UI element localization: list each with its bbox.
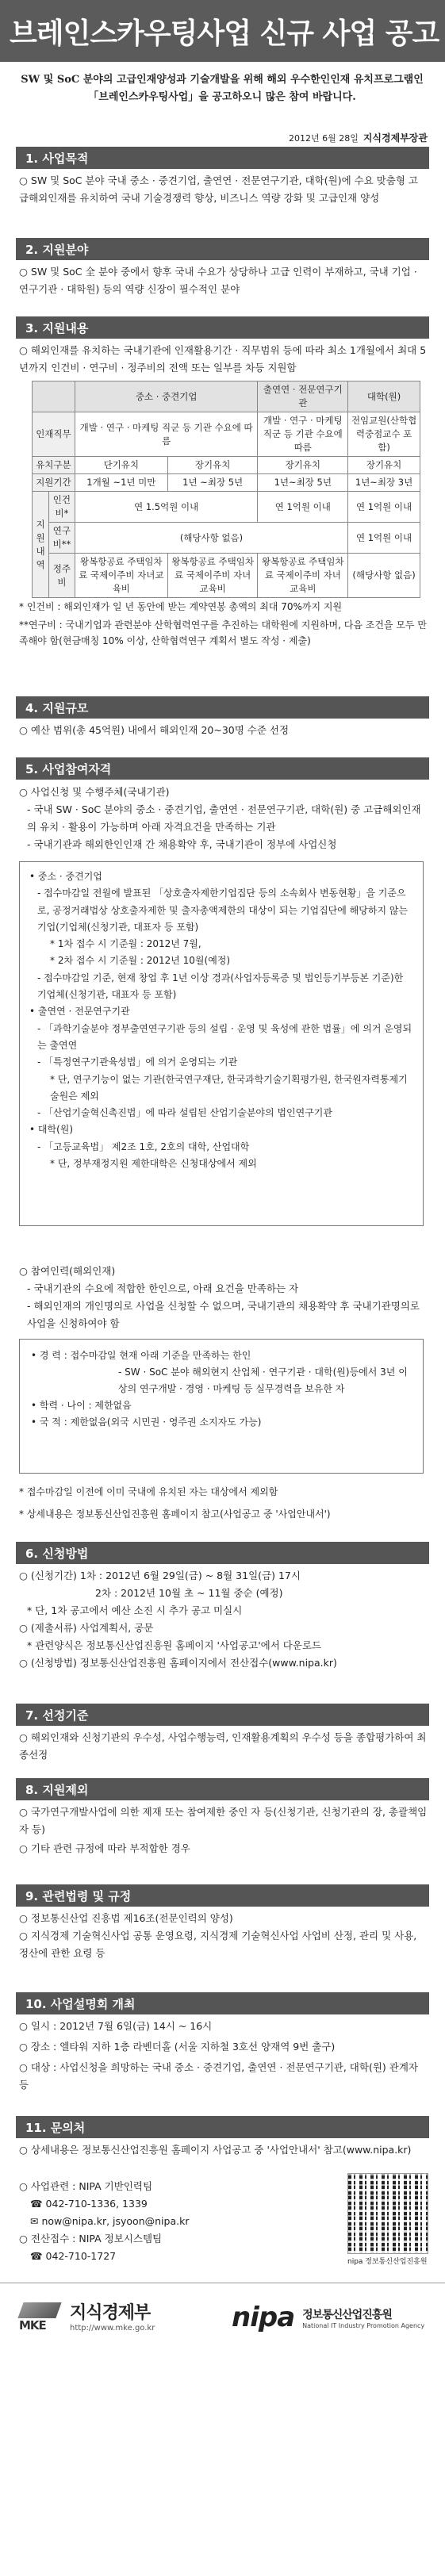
section-10-line-3: ○ 대상 : 사업신청을 희망하는 국내 중소 · 중견기업, 출연연 · 전문연구기관, 대학(원) 관계자 등 xyxy=(19,2061,418,2091)
cell-settle-long: 왕복항공료 주택임차료 국제이주비 자녀교육비 xyxy=(167,554,258,598)
qr-code-icon[interactable] xyxy=(347,2173,428,2254)
section-10-heading: 10. 사업설명회 개최 xyxy=(16,1992,429,2014)
section-5-item-3: - 국내기관의 수요에 적합한 한인으로, 아래 요건을 만족하는 자 xyxy=(27,1282,299,1294)
section-9-line-1: ○ 정보통신산업 진흥법 제16조(전문인력의 양성) xyxy=(19,1912,233,1924)
section-5-lead-2: ○ 참여인력(해외인재) xyxy=(19,1265,116,1277)
date-text: 2012년 6월 28일 xyxy=(288,133,359,144)
row-label-role: 인재직무 xyxy=(33,412,75,457)
section-3-body: ○ 해외인재를 유치하는 국내기관에 인재활용기간 · 직무범위 등에 따라 최소 1개월에서 최대 5년까지 인건비 · 연구비 · 정주비의 전액 또는 일부를 차등 지원함 xyxy=(19,344,427,374)
section-7-body: ○ 해외인재와 신청기관의 우수성, 사업수행능력, 인재활용계획의 우수성 등을 종합평가하여 최종선정 xyxy=(19,1731,427,1761)
table-corner xyxy=(33,381,75,412)
cell-role-sme: 개발 · 연구 · 마케팅 직군 등 기관 수요에 따름 xyxy=(75,412,258,457)
section-9-line-2: ○ 지식경제 기술혁신사업 공통 운영요령, 지식경제 기술혁신사업 사업비 산정, 관리 및 사용, 정산에 관한 요령 등 xyxy=(19,1930,417,1959)
section-11-line-2: ○ 사업관련 : NIPA 기반인력팀 xyxy=(19,2180,153,2192)
elig-line-1: - 접수마감일 전월에 발표된 「상호출자제한기업집단 등의 소속회사 변동현황」을 기준으로, 공정거래법상 상호출자제한 및 출자총액제한의 대상이 되는 기업집단에 해당하지 않는 기업(기업체(신청기관, 대표자 등 포함) xyxy=(37,887,409,933)
section-3-note-1: * 인건비 : 해외인재가 일 년 동안에 받는 계약연봉 총액의 최대 70%까지 지원 xyxy=(19,601,343,612)
section-4-heading: 4. 지원규모 xyxy=(16,696,429,719)
support-table xyxy=(32,381,420,598)
section-11-phone-2: ☎ 042-710-1727 xyxy=(30,2250,117,2262)
cell-pay-sme: 연 1.5억원 이내 xyxy=(75,492,258,523)
cell-type-university: 장기유치 xyxy=(348,457,420,474)
row-label-research: 연구비** xyxy=(49,523,75,554)
elig-line-7: - 「특정연구기관육성법」에 의거 운영되는 기관 xyxy=(37,1056,238,1068)
issuer-text: 지식경제부장관 xyxy=(363,132,428,144)
cell-research-none: (해당사항 없음) xyxy=(75,523,347,554)
elig-line-2: * 1차 접수 시 기준월 : 2012년 7월, xyxy=(50,938,201,950)
section-3-note-2: **연구비 : 국내기업과 관련분야 산학협력연구를 추진하는 대학원에 지원하며, 다음 조건을 모두 만족해야 함(현금매칭 10% 이상, 산학협력연구 계획서 별도 작성 · 제출) xyxy=(19,619,427,646)
nipa-name: 정보통신산업진흥원 xyxy=(302,2308,392,2321)
talent-line-2: • 학력 · 나이 : 제한없음 xyxy=(31,1400,132,1411)
cell-period-institute: 1년~최장 5년 xyxy=(258,474,348,492)
table-head-institute: 출연연 · 전문연구기관 xyxy=(258,381,348,412)
cell-pay-institute: 연 1억원 이내 xyxy=(258,492,348,523)
row-label-period: 지원기간 xyxy=(33,474,75,492)
cell-type-short: 단기유치 xyxy=(75,457,167,474)
section-8-line-2: ○ 기타 관련 규정에 따라 부적합한 경우 xyxy=(19,1842,190,1854)
section-5-lead: ○ 사업신청 및 수행주체(국내기관) xyxy=(19,786,170,798)
row-label-type: 유치구분 xyxy=(33,457,75,474)
mke-logo-text: MKE xyxy=(19,2318,46,2333)
intro-line-2: 「브레인스카우팅사업」을 공고하오니 많은 참여 바랍니다. xyxy=(88,91,356,103)
cell-role-university: 전임교원(산학협력중점교수 포함) xyxy=(348,412,420,457)
section-11-heading: 11. 문의처 xyxy=(16,2116,429,2138)
talent-line-3: • 국 적 : 제한없음(외국 시민권 · 영주권 소지자도 가능) xyxy=(31,1416,262,1428)
row-label-pay: 인건비* xyxy=(49,492,75,523)
cell-role-institute: 개발 · 연구 · 마케팅 직군 등 기관 수요에 따름 xyxy=(258,412,348,457)
cell-period-short: 1개월 ~1년 미만 xyxy=(75,474,167,492)
nipa-eng: National IT Industry Promotion Agency xyxy=(302,2321,425,2329)
elig-line-9: - 「산업기술혁신촉진법」에 따라 설립된 산업기술분야의 법인연구기관 xyxy=(37,1107,332,1119)
table-head-university: 대학(원) xyxy=(348,381,420,412)
section-10-line-2: ○ 장소 : 엘타워 지하 1층 라벤더홀 (서울 지하철 3호선 양재역 9번 출구) xyxy=(19,2041,336,2053)
mke-logo-block xyxy=(17,2292,155,2340)
section-5-item-1: - 국내 SW · SoC 분야의 중소 · 중견기업, 출연연 · 전문연구기관, 대학(원) 중 고급해외인재의 유치 · 활용이 가능하며 아래 자격요건을 만족하는 기관 xyxy=(27,803,421,833)
qr-caption: nipa 정보통신산업진흥원 xyxy=(347,2258,428,2266)
section-10-line-1: ○ 일시 : 2012년 7월 6일(금) 14시 ~ 16시 xyxy=(19,2020,213,2032)
nipa-logo-block xyxy=(232,2294,424,2341)
elig-line-11: - 「고등교육법」 제2조 1호, 2호의 대학, 산업대학 xyxy=(37,1140,250,1152)
row-label-settle: 정주비 xyxy=(49,554,75,598)
section-6-line-2: 2차 : 2012년 10월 초 ~ 11월 중순 (예정) xyxy=(95,1587,283,1599)
cell-type-institute: 장기유치 xyxy=(258,457,348,474)
nipa-logo-text: nipa xyxy=(232,2302,295,2333)
mke-url[interactable]: http://www.mke.go.kr xyxy=(70,2324,155,2333)
section-7-heading: 7. 선정기준 xyxy=(16,1704,429,1726)
elig-line-0: • 중소 · 중견기업 xyxy=(29,871,102,882)
page-title: 브레인스카우팅사업 신규 사업 공고 xyxy=(0,0,445,62)
mke-name: 지식경제부 xyxy=(70,2303,151,2323)
cell-pay-university: 연 1억원 이내 xyxy=(348,492,420,523)
section-6-line-6: ○ (신청방법) 정보통신산업진흥원 홈페이지에서 전산접수(www.nipa.kr) xyxy=(19,1657,337,1669)
elig-line-5: • 출연연 · 전문연구기관 xyxy=(29,1006,130,1018)
cell-research-university: 연 1억원 이내 xyxy=(348,523,420,554)
section-5-item-4: - 해외인재의 개인명의로 사업을 신청할 수 없으며, 국내기관의 채용확약 후 국내기관명의로 사업을 신청하여야 함 xyxy=(27,1300,420,1329)
elig-line-8: * 단, 연구기능이 없는 기관(한국연구재단, 한국과학기술기획평가원, 한국원자력통제기술원은 제외 xyxy=(50,1073,408,1102)
cell-settle-short: 왕복항공료 주택임차료 국제이주비 자녀교육비 xyxy=(75,554,167,598)
domestic-eligibility-box xyxy=(19,861,424,1226)
section-11-line-1: ○ 상세내용은 정보통신산업진흥원 홈페이지 사업공고 중 '사업안내서' 참고(www.nipa.kr) xyxy=(19,2144,412,2156)
cell-period-university: 1년~최장 3년 xyxy=(348,474,420,492)
elig-line-3: * 2차 접수 시 기준월 : 2012년 10월(예정) xyxy=(50,955,231,967)
section-5-heading: 5. 사업참여자격 xyxy=(16,757,429,780)
talent-eligibility-box xyxy=(19,1339,424,1474)
table-head-sme: 중소 · 중견기업 xyxy=(75,381,258,412)
section-6-line-1: ○ (신청기간) 1차 : 2012년 6월 29일(금) ~ 8월 31일(금) 17시 xyxy=(19,1570,301,1581)
section-2-body: ○ SW 및 SoC 全 분야 중에서 향후 국내 수요가 상당하나 고급 인력이 부재하고, 국내 기업 · 연구기관 · 대학원) 등의 역량 신장이 필수적인 분야 xyxy=(19,266,417,295)
section-3-heading: 3. 지원내용 xyxy=(16,316,429,339)
section-8-heading: 8. 지원제외 xyxy=(16,1778,429,1800)
intro-line-1: SW 및 SoC 분야의 고급인재양성과 기술개발을 위해 해외 우수한인인재 유치프로그램인 xyxy=(21,74,424,86)
section-8-line-1: ○ 국가연구개발사업에 의한 제재 또는 참여제한 중인 자 등(신청기관, 신청기관의 장, 총괄책임자 등) xyxy=(19,1806,428,1835)
section-6-heading: 6. 신청방법 xyxy=(16,1542,429,1564)
section-11-phone-1: ☎ 042-710-1336, 1339 xyxy=(30,2198,148,2210)
talent-line-0: • 경 력 : 접수마감일 현재 아래 기준을 만족하는 한인 xyxy=(31,1350,251,1361)
section-6-line-3: * 단, 1차 공고에서 예산 소진 시 추가 공고 미실시 xyxy=(27,1604,243,1616)
elig-line-10: • 대학(원) xyxy=(29,1124,74,1136)
elig-line-4: - 접수마감일 기준, 현재 창업 후 1년 이상 경과(사업자등록증 및 법인등기부등본 기준)한 기업체(신청기관, 대표자 등 포함) xyxy=(37,972,404,1001)
talent-line-1: - SW · SoC 분야 해외현지 산업체 · 연구기관 · 대학(원)등에서 3년 이상의 연구개발 · 경영 · 마케팅 등 실무경력을 보유한 자 xyxy=(118,1367,408,1394)
section-6-line-5: * 관련양식은 정보통신산업진흥원 홈페이지 '사업공고'에서 다운로드 xyxy=(27,1639,322,1651)
elig-line-12: * 단, 정부재정지원 제한대학은 신청대상에서 제외 xyxy=(50,1158,257,1170)
issue-date xyxy=(289,131,428,144)
section-2-heading: 2. 지원분야 xyxy=(16,238,429,260)
row-group-support: 지원내역 xyxy=(33,492,49,598)
section-9-heading: 9. 관련법령 및 규정 xyxy=(16,1884,429,1907)
cell-period-long: 1년 ~최장 5년 xyxy=(167,474,258,492)
cell-settle-university: (해당사항 없음) xyxy=(348,554,420,598)
intro-text xyxy=(16,71,428,106)
section-5-item-2: - 국내기관과 해외한인인재 간 채용확약 후, 국내기관이 정부에 사업신청 xyxy=(27,838,337,850)
section-5-note-1: * 접수마감일 이전에 이미 국내에 유치된 자는 대상에서 제외함 xyxy=(19,1486,278,1497)
section-4-body: ○ 예산 범위(총 45억원) 내에서 해외인재 20~30명 수준 선정 xyxy=(19,724,290,736)
section-5-note-2: * 상세내용은 정보통신산업진흥원 홈페이지 참고(사업공고 중 '사업안내서') xyxy=(19,1508,331,1520)
cell-settle-institute: 왕복항공료 주택임차료 국제이주비 자녀교육비 xyxy=(258,554,348,598)
section-11-line-5: ○ 전산접수 : NIPA 정보시스템팀 xyxy=(19,2233,163,2244)
section-11-email: ✉ now@nipa.kr, jsyoon@nipa.kr xyxy=(30,2215,190,2227)
cell-type-long: 장기유치 xyxy=(167,457,258,474)
mke-logo-icon xyxy=(17,2298,62,2334)
section-6-line-4: ○ (제출서류) 사업계획서, 공문 xyxy=(19,1622,154,1634)
section-1-heading: 1. 사업목적 xyxy=(16,147,429,169)
elig-line-6: - 「과학기술분야 정부출연연구기관 등의 설립 · 운영 및 육성에 관한 법률」에 의거 운영되는 출연연 xyxy=(37,1022,412,1051)
section-1-body: ○ SW 및 SoC 분야 국내 중소 · 중견기업, 출연연 · 전문연구기관, 대학(원)에 수요 맞춤형 고급해외인재를 유치하여 국내 기술경쟁력 향상, 비즈니스 역량 강화 및 고급인재 양성 xyxy=(19,174,419,204)
